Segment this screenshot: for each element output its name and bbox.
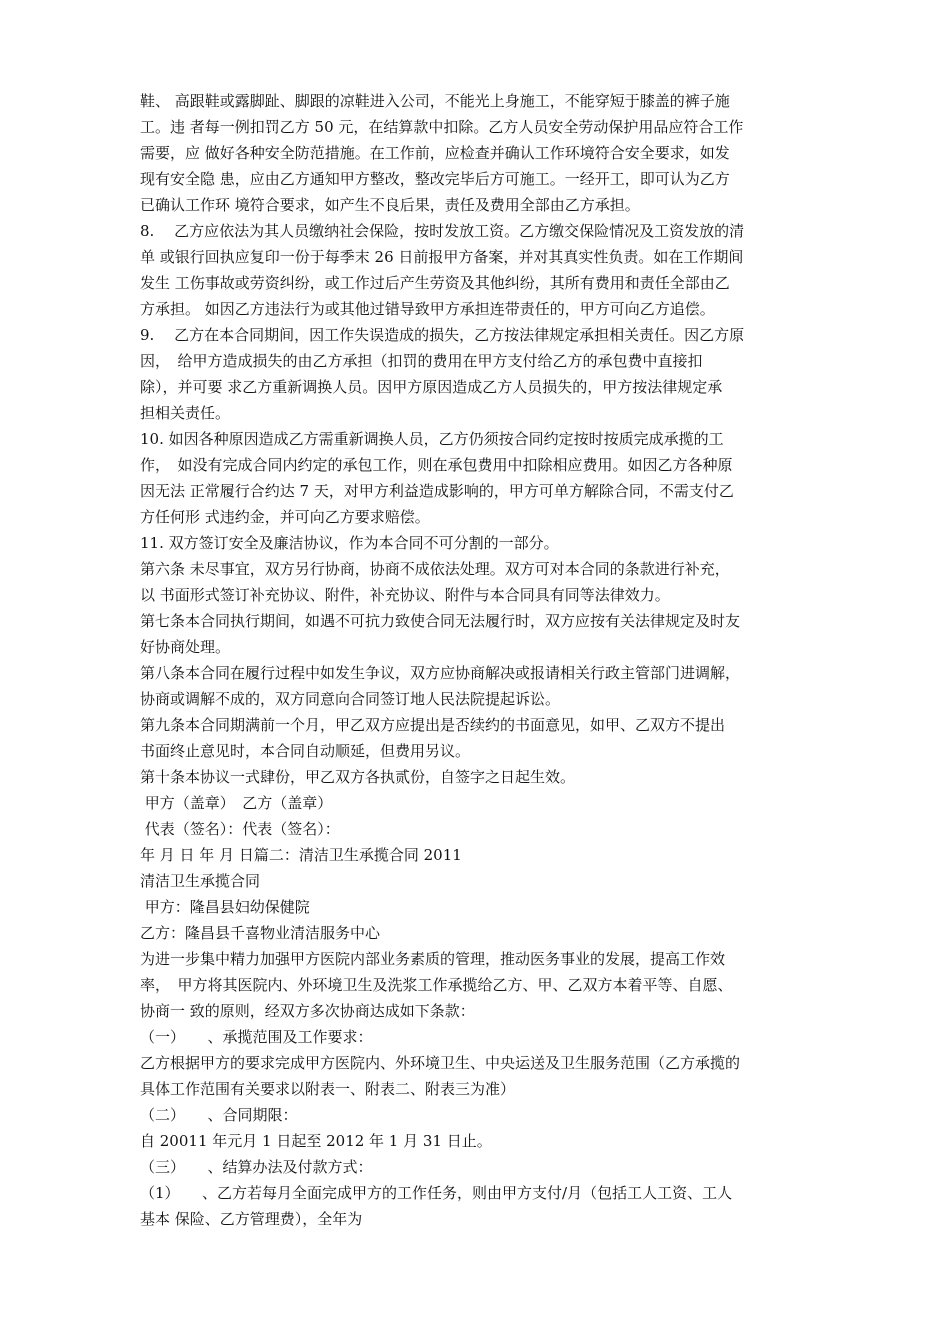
text-line: 第九条本合同期满前一个月，甲乙双方应提出是否续约的书面意见，如甲、乙双方不提出 <box>140 716 726 734</box>
text-line: 工。违 者每一例扣罚乙方 50 元，在结算款中扣除。乙方人员安全劳动保护用品应符合工作 <box>140 118 744 136</box>
text-line: 方任何形 式违约金，并可向乙方要求赔偿。 <box>140 508 430 526</box>
document-body <box>140 88 830 1232</box>
text-line: 清洁卫生承揽合同 <box>140 872 261 890</box>
text-line: 甲方（盖章） 乙方（盖章） <box>140 794 333 812</box>
text-line: 乙方：隆昌县千喜物业清洁服务中心 <box>140 924 381 942</box>
text-line: 以 书面形式签订补充协议、附件，补充协议、附件与本合同具有同等法律效力。 <box>140 586 670 604</box>
text-line: （三） 、结算办法及付款方式： <box>140 1158 373 1176</box>
text-line: 8. 乙方应依法为其人员缴纳社会保险，按时发放工资。乙方缴交保险情况及工资发放的清 <box>140 222 745 240</box>
text-line: 好协商处理。 <box>140 638 231 656</box>
text-line: 发生 工伤事故或劳资纠纷，或工作过后产生劳资及其他纠纷，其所有费用和责任全部由乙 <box>140 274 730 292</box>
text-line: 代表（签名）：代表（签名）： <box>140 820 340 838</box>
text-line: 协商或调解不成的，双方同意向合同签订地人民法院提起诉讼。 <box>140 690 561 708</box>
text-line: 9. 乙方在本合同期间，因工作失误造成的损失，乙方按法律规定承担相关责任。因乙方原 <box>140 326 745 344</box>
text-line: 因， 给甲方造成损失的由乙方承担（扣罚的费用在甲方支付给乙方的承包费中直接扣 <box>140 352 703 370</box>
text-line: 甲方：隆昌县妇幼保健院 <box>140 898 310 916</box>
text-line: 第十条本协议一式肆份，甲乙双方各执贰份，自签字之日起生效。 <box>140 768 576 786</box>
text-line: 除），并可要 求乙方重新调换人员。因甲方原因造成乙方人员损失的，甲方按法律规定承 <box>140 378 723 396</box>
text-line: 10. 如因各种原因造成乙方需重新调换人员，乙方仍须按合同约定按时按质完成承揽的工 <box>140 430 724 448</box>
text-line: 书面终止意见时，本合同自动顺延，但费用另议。 <box>140 742 471 760</box>
text-line: 需要，应 做好各种安全防范措施。在工作前，应检查并确认工作环境符合安全要求，如发 <box>140 144 730 162</box>
text-line: 为进一步集中精力加强甲方医院内部业务素质的管理，推动医务事业的发展，提高工作效 <box>140 950 726 968</box>
text-line: 因无法 正常履行合约达 7 天，对甲方利益造成影响的，甲方可单方解除合同，不需支付乙 <box>140 482 734 500</box>
text-line: 乙方根据甲方的要求完成甲方医院内、外环境卫生、中央运送及卫生服务范围（乙方承揽的 <box>140 1054 741 1072</box>
text-line: 担相关责任。 <box>140 404 231 422</box>
text-line: 鞋、 高跟鞋或露脚趾、脚跟的凉鞋进入公司，不能光上身施工，不能穿短于膝盖的裤子施 <box>140 92 730 110</box>
text-line: （二） 、合同期限： <box>140 1106 298 1124</box>
text-line: 单 或银行回执应复印一份于每季末 26 日前报甲方备案，并对其真实性负责。如在工作期间 <box>140 248 744 266</box>
text-line: 第六条 未尽事宜，双方另行协商，协商不成依法处理。双方可对本合同的条款进行补充， <box>140 560 730 578</box>
text-line: 具体工作范围有关要求以附表一、附表二、附表三为准） <box>140 1080 516 1098</box>
text-line: 11. 双方签订安全及廉洁协议，作为本合同不可分割的一部分。 <box>140 534 559 552</box>
text-line: 率， 甲方将其医院内、外环境卫生及洗浆工作承揽给乙方、甲、乙双方本着平等、自愿、 <box>140 976 733 994</box>
text-line: 现有安全隐 患，应由乙方通知甲方整改，整改完毕后方可施工。一经开工，即可认为乙方 <box>140 170 730 188</box>
text-line: 年 月 日 年 月 日篇二：清洁卫生承揽合同 2011 <box>140 846 462 864</box>
text-line: （1） 、乙方若每月全面完成甲方的工作任务，则由甲方支付/月（包括工人工资、工人 <box>140 1184 733 1202</box>
text-line: 基本 保险、乙方管理费），全年为 <box>140 1210 363 1228</box>
text-line: 方承担。 如因乙方违法行为或其他过错导致甲方承担连带责任的，甲方可向乙方追偿。 <box>140 300 715 318</box>
text-line: 已确认工作环 境符合要求，如产生不良后果，责任及费用全部由乙方承担。 <box>140 196 640 214</box>
text-line: 作， 如没有完成合同内约定的承包工作，则在承包费用中扣除相应费用。如因乙方各种原 <box>140 456 733 474</box>
text-line: 协商一 致的原则，经双方多次协商达成如下条款： <box>140 1002 475 1020</box>
text-line: 第八条本合同在履行过程中如发生争议，双方应协商解决或报请相关行政主管部门进调解， <box>140 664 741 682</box>
text-line: 第七条本合同执行期间，如遇不可抗力致使合同无法履行时，双方应按有关法律规定及时友 <box>140 612 741 630</box>
text-line: 自 20011 年元月 1 日起至 2012 年 1 月 31 日止。 <box>140 1132 492 1150</box>
text-line: （一） 、承揽范围及工作要求： <box>140 1028 373 1046</box>
